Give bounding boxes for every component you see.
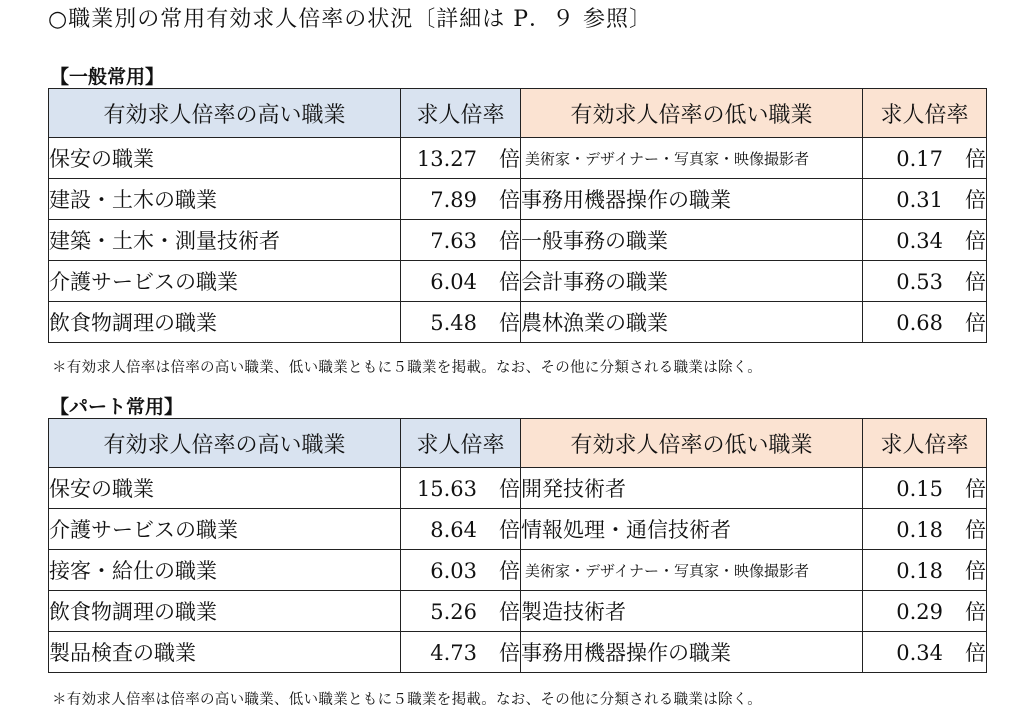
high-job-cell: 接客・給仕の職業 (49, 550, 401, 591)
header-high-job: 有効求人倍率の高い職業 (49, 89, 401, 138)
part-footnote: ＊有効求人倍率は倍率の高い職業、低い職業ともに５職業を掲載。なお、その他に分類される職業は除く。 (52, 692, 763, 708)
high-job-cell: 保安の職業 (49, 468, 401, 509)
ratio-unit: 倍 (499, 518, 520, 542)
high-ratio-cell (401, 261, 521, 302)
ratio-unit: 倍 (965, 600, 986, 624)
low-job-cell: 農林漁業の職業 (521, 302, 863, 343)
ratio-unit: 倍 (499, 559, 520, 583)
ratio-value: 7.63 (430, 229, 477, 253)
header-low-job: 有効求人倍率の低い職業 (521, 89, 863, 138)
high-job-cell: 介護サービスの職業 (49, 509, 401, 550)
ratio-value: 0.34 (896, 229, 943, 253)
table-header-row (49, 89, 987, 138)
ratio-value: 4.73 (430, 641, 477, 665)
low-job-cell: 美術家・デザイナー・写真家・映像撮影者 (521, 550, 863, 591)
low-ratio-cell (863, 550, 987, 591)
low-job-cell: 開発技術者 (521, 468, 863, 509)
ratio-value: 0.17 (896, 147, 943, 171)
table-header-row (49, 419, 987, 468)
part-ratio-table (48, 418, 987, 673)
header-low-job: 有効求人倍率の低い職業 (521, 419, 863, 468)
table-row (49, 220, 987, 261)
low-job-cell: 情報処理・通信技術者 (521, 509, 863, 550)
ratio-value: 7.89 (430, 188, 477, 212)
low-ratio-cell (863, 591, 987, 632)
high-ratio-cell (401, 632, 521, 673)
low-job-cell: 会計事務の職業 (521, 261, 863, 302)
general-footnote: ＊有効求人倍率は倍率の高い職業、低い職業ともに５職業を掲載。なお、その他に分類される職業は除く。 (52, 360, 763, 376)
header-low-ratio: 求人倍率 (863, 89, 987, 138)
ratio-unit: 倍 (499, 188, 520, 212)
ratio-value: 13.27 (416, 147, 477, 171)
ratio-value: 5.26 (430, 600, 477, 624)
low-ratio-cell (863, 261, 987, 302)
high-ratio-cell (401, 179, 521, 220)
ratio-unit: 倍 (965, 641, 986, 665)
ratio-unit: 倍 (499, 229, 520, 253)
low-job-cell: 一般事務の職業 (521, 220, 863, 261)
ratio-value: 0.15 (896, 477, 943, 501)
header-high-job: 有効求人倍率の高い職業 (49, 419, 401, 468)
high-job-cell: 製品検査の職業 (49, 632, 401, 673)
ratio-unit: 倍 (965, 477, 986, 501)
high-ratio-cell (401, 509, 521, 550)
ratio-value: 15.63 (416, 477, 477, 501)
low-ratio-cell (863, 302, 987, 343)
table-row (49, 591, 987, 632)
high-job-cell: 飲食物調理の職業 (49, 302, 401, 343)
low-ratio-cell (863, 632, 987, 673)
header-high-ratio: 求人倍率 (401, 89, 521, 138)
low-job-cell: 事務用機器操作の職業 (521, 179, 863, 220)
section-label-general: 【一般常用】 (50, 66, 165, 88)
ratio-value: 0.34 (896, 641, 943, 665)
ratio-value: 6.03 (430, 559, 477, 583)
ratio-value: 5.48 (430, 311, 477, 335)
high-job-cell: 保安の職業 (49, 138, 401, 179)
ratio-unit: 倍 (499, 477, 520, 501)
high-job-cell: 介護サービスの職業 (49, 261, 401, 302)
low-job-cell: 美術家・デザイナー・写真家・映像撮影者 (521, 138, 863, 179)
ratio-unit: 倍 (499, 147, 520, 171)
general-ratio-table (48, 88, 987, 343)
table-row (49, 261, 987, 302)
table-row (49, 509, 987, 550)
ratio-unit: 倍 (499, 641, 520, 665)
ratio-value: 0.68 (896, 311, 943, 335)
header-high-ratio: 求人倍率 (401, 419, 521, 468)
table-row (49, 632, 987, 673)
ratio-value: 0.18 (896, 559, 943, 583)
high-ratio-cell (401, 138, 521, 179)
high-ratio-cell (401, 468, 521, 509)
ratio-unit: 倍 (965, 229, 986, 253)
ratio-unit: 倍 (965, 270, 986, 294)
page-title: ○職業別の常用有効求人倍率の状況〔詳細は P．９ 参照〕 (48, 7, 652, 32)
high-job-cell: 建築・土木・測量技術者 (49, 220, 401, 261)
low-ratio-cell (863, 509, 987, 550)
ratio-unit: 倍 (499, 600, 520, 624)
ratio-unit: 倍 (965, 188, 986, 212)
ratio-unit: 倍 (499, 311, 520, 335)
ratio-unit: 倍 (965, 559, 986, 583)
ratio-value: 8.64 (430, 518, 477, 542)
low-job-cell: 事務用機器操作の職業 (521, 632, 863, 673)
table-row (49, 179, 987, 220)
ratio-value: 0.29 (896, 600, 943, 624)
high-ratio-cell (401, 550, 521, 591)
ratio-value: 6.04 (430, 270, 477, 294)
ratio-value: 0.31 (896, 188, 943, 212)
ratio-unit: 倍 (499, 270, 520, 294)
section-label-part: 【パート常用】 (50, 396, 184, 418)
high-job-cell: 飲食物調理の職業 (49, 591, 401, 632)
ratio-unit: 倍 (965, 311, 986, 335)
low-ratio-cell (863, 179, 987, 220)
table-row (49, 138, 987, 179)
header-low-ratio: 求人倍率 (863, 419, 987, 468)
ratio-value: 0.18 (896, 518, 943, 542)
low-ratio-cell (863, 220, 987, 261)
table-row (49, 550, 987, 591)
high-job-cell: 建設・土木の職業 (49, 179, 401, 220)
low-ratio-cell (863, 138, 987, 179)
ratio-value: 0.53 (896, 270, 943, 294)
low-ratio-cell (863, 468, 987, 509)
high-ratio-cell (401, 591, 521, 632)
high-ratio-cell (401, 302, 521, 343)
table-row (49, 468, 987, 509)
high-ratio-cell (401, 220, 521, 261)
ratio-unit: 倍 (965, 518, 986, 542)
table-row (49, 302, 987, 343)
ratio-unit: 倍 (965, 147, 986, 171)
low-job-cell: 製造技術者 (521, 591, 863, 632)
